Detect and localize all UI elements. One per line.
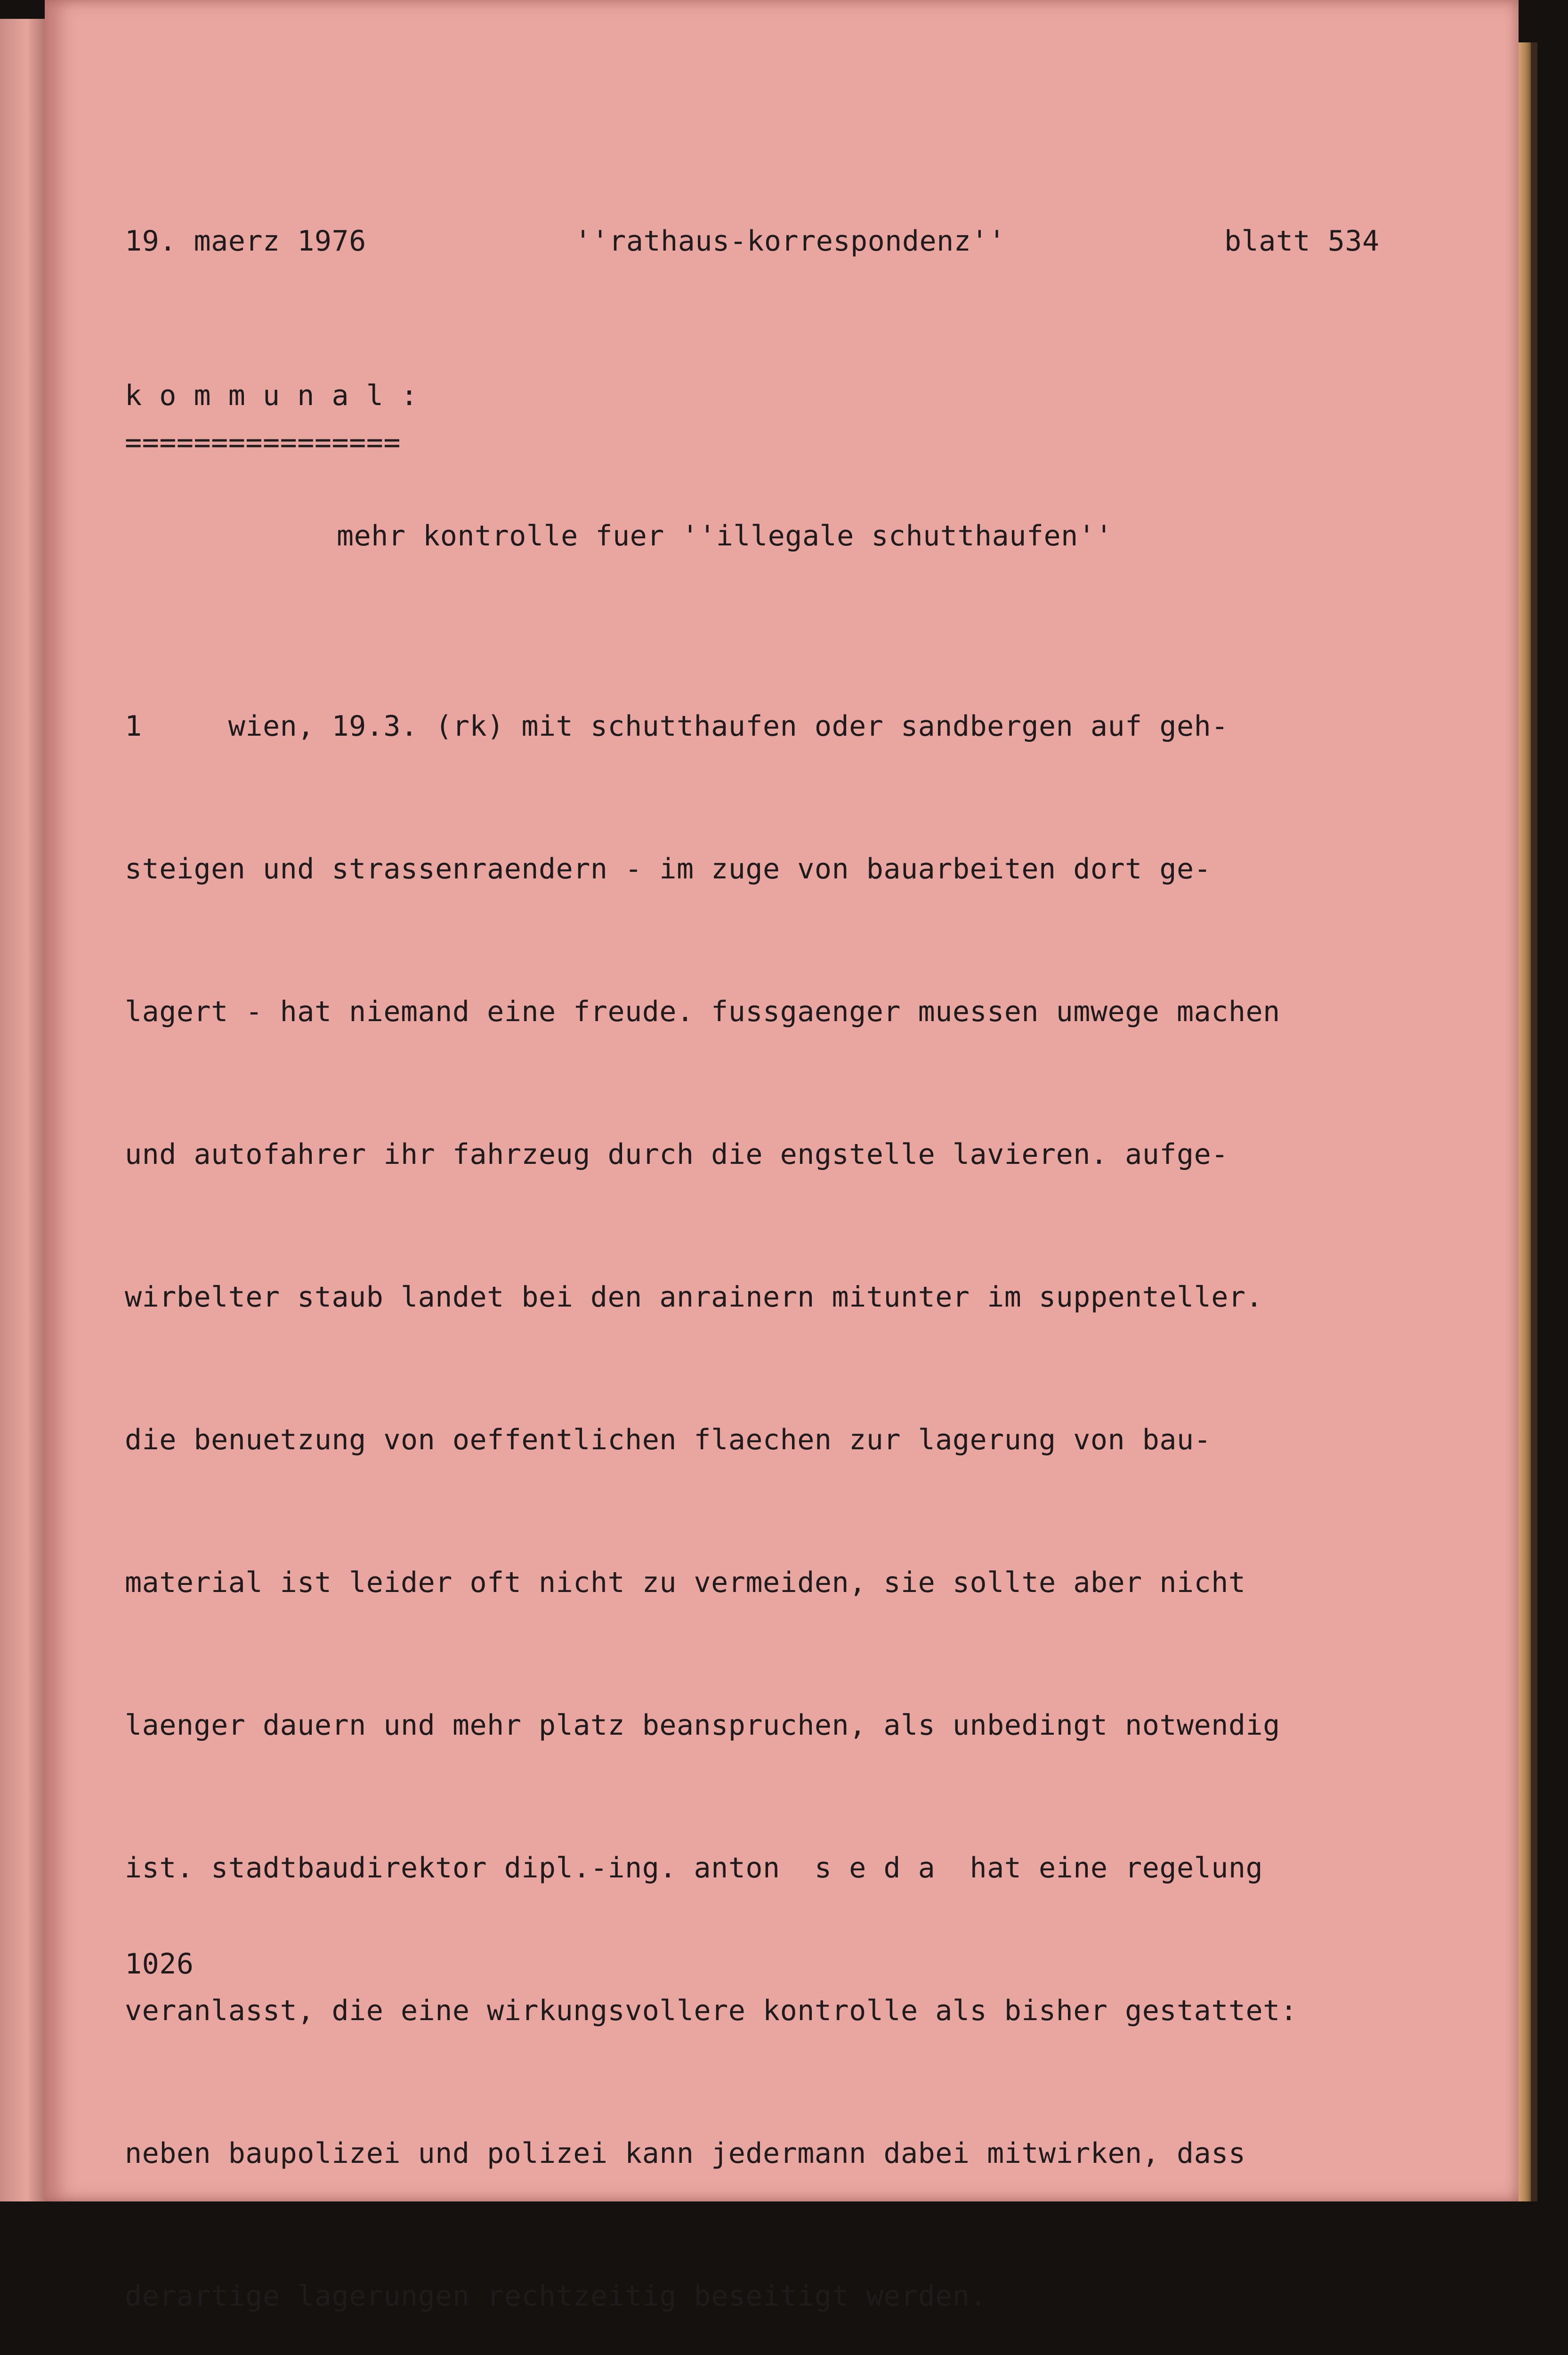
body-line: material ist leider oft nicht zu vermeiden, sie sollte aber nicht — [125, 1566, 1246, 1599]
body-line: ist. stadtbaudirektor dipl.-ing. anton s e d a hat eine regelung — [125, 1852, 1263, 1884]
header-publication: ''rathaus-korrespondenz'' — [574, 225, 1006, 258]
body-line: steigen und strassenraendern - im zuge von bauarbeiten dort ge- — [125, 853, 1212, 885]
page-number: 1026 — [125, 1948, 194, 1981]
body-line: neben baupolizei und polizei kann jedermann dabei mitwirken, dass — [125, 2137, 1246, 2170]
body-line: lagert - hat niemand eine freude. fussgaenger muessen umwege machen — [125, 995, 1280, 1028]
header-sheet-number: blatt 534 — [1224, 225, 1380, 258]
body-line: 1 wien, 19.3. (rk) mit schutthaufen oder sandbergen auf geh- — [125, 710, 1229, 743]
header-date: 19. maerz 1976 — [125, 225, 366, 258]
body-line: die benuetzung von oeffentlichen flaechen zur lagerung von bau- — [125, 1423, 1212, 1456]
body-line: derartige lagerungen rechtzeitig beseitigt werden. — [125, 2280, 987, 2313]
article-body — [125, 608, 1297, 2355]
section-title: k o m m u n a l : — [125, 379, 418, 412]
section-underline: ================ — [125, 426, 401, 459]
article-headline: mehr kontrolle fuer ''illegale schutthaufen'' — [337, 520, 1113, 552]
binding-shadow — [1531, 42, 1537, 2201]
adjacent-page-edge — [0, 19, 45, 2201]
body-line: und autofahrer ihr fahrzeug durch die engstelle lavieren. aufge- — [125, 1138, 1229, 1171]
body-line: veranlasst, die eine wirkungsvollere kontrolle als bisher gestattet: — [125, 1994, 1298, 2027]
body-line: laenger dauern und mehr platz beanspruchen, als unbedingt notwendig — [125, 1709, 1280, 1742]
body-line: wirbelter staub landet bei den anrainern mitunter im suppenteller. — [125, 1281, 1263, 1314]
page-stack-edge — [1519, 42, 1531, 2201]
